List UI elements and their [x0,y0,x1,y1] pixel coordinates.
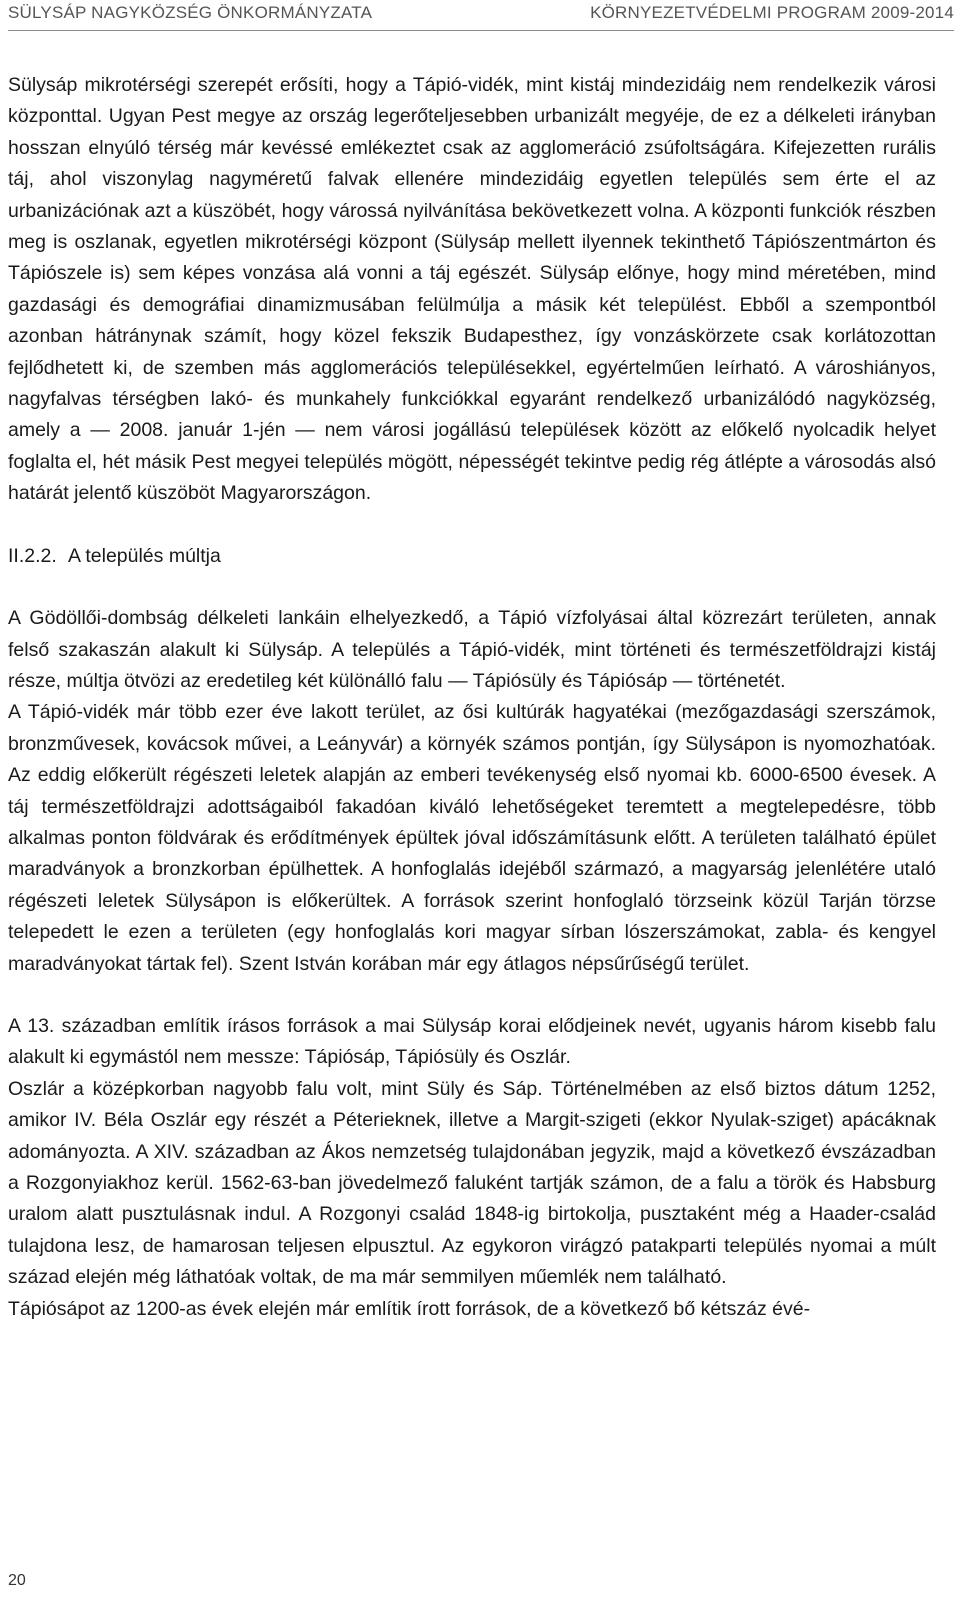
paragraph: Sülysáp mikrotérségi szerepét erősíti, hogy a Tápió-vidék, mint kistáj mindezidáig nem rendelkezik városi központtal. Ugyan Pest megye az ország legerőteljesebben urbanizált megyéje, de ez a délkeleti irányban hosszan elnyúló térség már kevéssé emlékeztet csak az agglomeráció zsúfoltságára. Kifejezetten rurális táj, ahol viszonylag nagyméretű falvak ellenére mindezidáig egyetlen település sem érte el az urbanizációnak azt a küszöbét, hogy várossá nyilvánítása bekövetkezett volna. A központi funkciók részben meg is oszlanak, egyetlen mikrotérségi központ (Sülysáp mellett ilyennek tekinthető Tápiószentmárton és Tápiószele is) sem képes vonzása alá vonni a táj egészét. Sülysáp előnye, hogy mind méretében, mind gazdasági és demográfiai dinamizmusában felülmúlja a másik két települést. Ebből a szempontból azonban hátránynak számít, hogy közel fekszik Budapesthez, így vonzáskörzete csak korlátozottan fejlődhetett ki, de szemben más agglomerációs településekkel, egyértelműen leírható. A városhiányos, nagyfalvas térségben lakó- és munkahely funkciókkal egyaránt rendelkező urbanizálódó nagyközség, amely a — 2008. január 1-jén — nem városi jogállású települések között az előkelő nyolcadik helyet foglalta el, hét másik Pest megyei település mögött, népességét tekintve pedig rég átlépte a városodás alsó határát jelentő küszöböt Magyarországon. [8,74,936,505]
section-heading [8,541,936,572]
paragraph: A 13. században említik írásos források a mai Sülysáp korai elődjeinek nevét, ugyanis három kisebb falu alakult ki egymástól nem messze: Tápiósáp, Tápiósüly és Oszlár. [8,1014,936,1069]
paragraph: Oszlár a középkorban nagyobb falu volt, mint Süly és Sáp. Történelmében az első biztos dátum 1252, amikor IV. Béla Oszlár egy részét a Péterieknek, illetve a Margit-szigeti (ekkor Nyulak-sziget) apácáknak adományozta. A XIV. században az Ákos nemzetség tulajdonában jegyzik, majd a következő évszázadban a Rozgonyiakhoz kerül. 1562-63-ban jövedelmező faluként tartják számon, de a falu a török és Habsburg uralom alatt pusztulásnak indul. A Rozgonyi család 1848-ig birtokolja, pusztaként még a Haader-család tulajdona lesz, de hamarosan teljesen elpusztul. Az egykoron virágzó patakparti település nyomai a múlt század elején még láthatóak voltak, de ma már semmilyen műemlék nem található. [8,1077,936,1289]
paragraph: Tápiósápot az 1200-as évek elején már említik írott források, de a következő bő kétszáz évé- [8,1297,811,1320]
paragraph: A Gödöllői-dombság délkeleti lankáin elhelyezkedő, a Tápió vízfolyásai által közrezárt területen, annak felső szakaszán alakult ki Sülysáp. A település a Tápió-vidék, mint történeti és természetföldrajzi kistáj része, múltja ötvözi az eredetileg két különálló falu — Tápiósüly és Tápiósáp — történetét. [8,607,936,692]
section-number: II.2.2. [8,544,57,567]
header-left: SÜLYSÁP NAGYKÖZSÉG ÖNKORMÁNYZATA [8,3,373,22]
section-title: A település múltja [68,544,221,567]
body-text [8,70,936,1325]
page-number: 20 [8,1572,26,1589]
paragraph: A Tápió-vidék már több ezer éve lakott terület, az ősi kultúrák hagyatékai (mezőgazdasági szerszámok, bronzművesek, kovácsok művei, a Leányvár) a környék számos pontján, így Sülysápon is nyomozhatóak. Az eddig előkerült régészeti leletek alapján az emberi tevékenység első nyomai kb. 6000-6500 évesek. A táj természetföldrajzi adottságaiból fakadóan kiváló lehetőségeket teremtett a megtelepedésre, több alkalmas ponton földvárak és erődítmények épültek jóval időszámításunk előtt. A területen található épület maradványok a bronzkorban épülhettek. A honfoglalás idejéből származó, a magyarság jelenlétére utaló régészeti leletek Sülysápon is előkerültek. A források szerint honfoglaló törzseink közül Tarján törzse telepedett le ezen a területen (egy honfoglalás kori magyar sírban lószerszámokat, zabla- és kengyel maradványokat tártak fel). Szent István korában már egy átlagos népsűrűségű terület. [8,701,936,975]
header-right: KÖRNYEZETVÉDELMI PROGRAM 2009-2014 [590,3,954,22]
page-header [8,0,954,31]
